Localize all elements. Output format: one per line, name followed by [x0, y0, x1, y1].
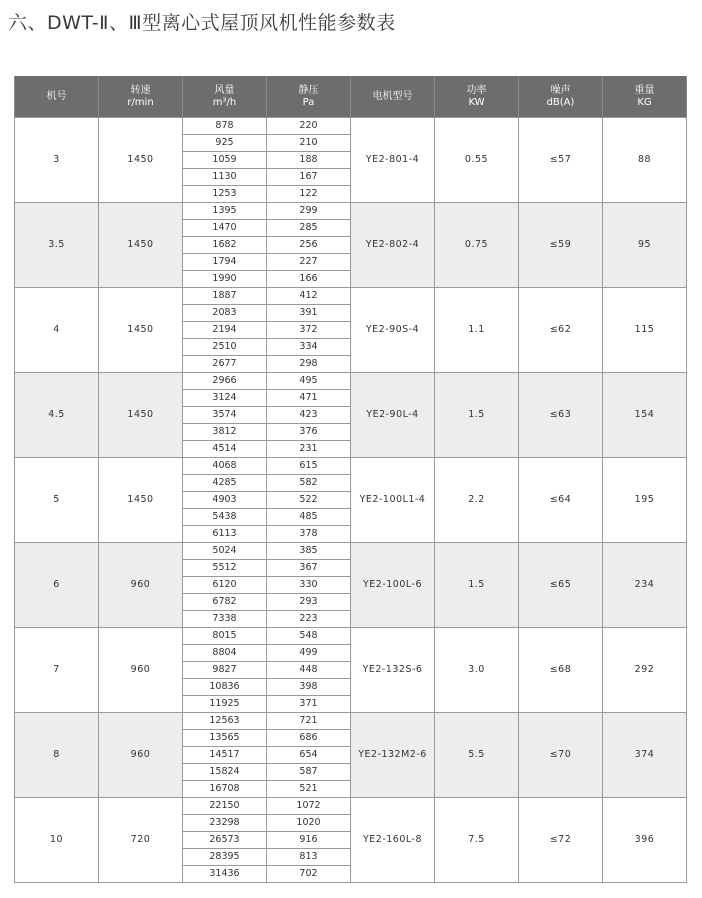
airflow-cell: 925	[183, 135, 267, 152]
airflow-cell: 1794	[183, 254, 267, 271]
power-cell: 0.55	[435, 118, 519, 203]
airflow-cell: 15824	[183, 764, 267, 781]
airflow-cell: 2966	[183, 373, 267, 390]
weight-cell: 292	[603, 628, 687, 713]
fan-group	[15, 288, 687, 373]
pressure-cell: 702	[267, 866, 351, 883]
airflow-cell: 8804	[183, 645, 267, 662]
pressure-cell: 1020	[267, 815, 351, 832]
pressure-cell: 378	[267, 526, 351, 543]
airflow-cell: 1130	[183, 169, 267, 186]
pressure-cell: 654	[267, 747, 351, 764]
power-cell: 1.5	[435, 373, 519, 458]
pressure-cell: 385	[267, 543, 351, 560]
header-label: 电机型号	[372, 90, 413, 102]
weight-cell: 95	[603, 203, 687, 288]
pressure-cell: 188	[267, 152, 351, 169]
airflow-cell: 878	[183, 118, 267, 135]
airflow-cell: 1059	[183, 152, 267, 169]
speed-cell: 720	[99, 798, 183, 883]
header-unit: Pa	[302, 96, 315, 108]
pressure-cell: 227	[267, 254, 351, 271]
pressure-cell: 231	[267, 441, 351, 458]
pressure-cell: 582	[267, 475, 351, 492]
pressure-cell: 587	[267, 764, 351, 781]
model-cell: 6	[15, 543, 99, 628]
pressure-cell: 1072	[267, 798, 351, 815]
weight-cell: 195	[603, 458, 687, 543]
pressure-cell: 372	[267, 322, 351, 339]
airflow-cell: 3124	[183, 390, 267, 407]
speed-cell: 1450	[99, 118, 183, 203]
model-cell: 10	[15, 798, 99, 883]
airflow-cell: 2510	[183, 339, 267, 356]
airflow-cell: 7338	[183, 611, 267, 628]
fan-group	[15, 543, 687, 628]
airflow-cell: 13565	[183, 730, 267, 747]
pressure-cell: 522	[267, 492, 351, 509]
pressure-cell: 813	[267, 849, 351, 866]
header-label: 噪声	[550, 84, 571, 96]
airflow-cell: 10836	[183, 679, 267, 696]
pressure-cell: 166	[267, 271, 351, 288]
pressure-cell: 367	[267, 560, 351, 577]
weight-cell: 234	[603, 543, 687, 628]
header-unit: r/min	[127, 96, 154, 108]
motor-cell: YE2-90L-4	[351, 373, 435, 458]
noise-cell: ≤64	[519, 458, 603, 543]
pressure-cell: 299	[267, 203, 351, 220]
airflow-cell: 23298	[183, 815, 267, 832]
airflow-cell: 1990	[183, 271, 267, 288]
header-label: 机号	[46, 90, 67, 102]
weight-cell: 374	[603, 713, 687, 798]
motor-cell: YE2-132S-6	[351, 628, 435, 713]
header-unit: KW	[468, 96, 485, 108]
airflow-cell: 1395	[183, 203, 267, 220]
power-cell: 0.75	[435, 203, 519, 288]
noise-cell: ≤57	[519, 118, 603, 203]
airflow-cell: 5024	[183, 543, 267, 560]
airflow-cell: 3812	[183, 424, 267, 441]
speed-cell: 960	[99, 543, 183, 628]
pressure-cell: 256	[267, 237, 351, 254]
pressure-cell: 285	[267, 220, 351, 237]
pressure-cell: 686	[267, 730, 351, 747]
header-motor-model	[351, 76, 435, 118]
pressure-cell: 423	[267, 407, 351, 424]
power-cell: 1.5	[435, 543, 519, 628]
airflow-cell: 4903	[183, 492, 267, 509]
pressure-cell: 495	[267, 373, 351, 390]
power-cell: 2.2	[435, 458, 519, 543]
speed-cell: 1450	[99, 203, 183, 288]
pressure-cell: 448	[267, 662, 351, 679]
header-weight	[603, 76, 687, 118]
header-model	[15, 76, 99, 118]
noise-cell: ≤65	[519, 543, 603, 628]
weight-cell: 115	[603, 288, 687, 373]
speed-cell: 1450	[99, 458, 183, 543]
airflow-cell: 22150	[183, 798, 267, 815]
fan-performance-table	[14, 76, 687, 883]
model-cell: 5	[15, 458, 99, 543]
speed-cell: 960	[99, 713, 183, 798]
pressure-cell: 521	[267, 781, 351, 798]
pressure-cell: 398	[267, 679, 351, 696]
pressure-cell: 376	[267, 424, 351, 441]
header-label: 静压	[298, 84, 319, 96]
airflow-cell: 5512	[183, 560, 267, 577]
motor-cell: YE2-90S-4	[351, 288, 435, 373]
model-cell: 7	[15, 628, 99, 713]
pressure-cell: 220	[267, 118, 351, 135]
header-speed	[99, 76, 183, 118]
weight-cell: 88	[603, 118, 687, 203]
motor-cell: YE2-100L-6	[351, 543, 435, 628]
header-label: 功率	[466, 84, 487, 96]
pressure-cell: 223	[267, 611, 351, 628]
airflow-cell: 31436	[183, 866, 267, 883]
speed-cell: 960	[99, 628, 183, 713]
table-row	[15, 543, 687, 560]
airflow-cell: 6120	[183, 577, 267, 594]
header-row	[15, 76, 687, 118]
model-cell: 4.5	[15, 373, 99, 458]
fan-group	[15, 628, 687, 713]
model-cell: 4	[15, 288, 99, 373]
fan-group	[15, 203, 687, 288]
header-static-pressure	[267, 76, 351, 118]
airflow-cell: 9827	[183, 662, 267, 679]
header-label: 转速	[130, 84, 151, 96]
header-label: 风量	[214, 84, 235, 96]
pressure-cell: 471	[267, 390, 351, 407]
header-unit: dB(A)	[546, 96, 575, 108]
airflow-cell: 4285	[183, 475, 267, 492]
airflow-cell: 2194	[183, 322, 267, 339]
header-noise	[519, 76, 603, 118]
airflow-cell: 12563	[183, 713, 267, 730]
pressure-cell: 210	[267, 135, 351, 152]
airflow-cell: 5438	[183, 509, 267, 526]
table-row	[15, 373, 687, 390]
airflow-cell: 1470	[183, 220, 267, 237]
motor-cell: YE2-802-4	[351, 203, 435, 288]
table-row	[15, 628, 687, 645]
fan-group	[15, 713, 687, 798]
pressure-cell: 298	[267, 356, 351, 373]
airflow-cell: 2677	[183, 356, 267, 373]
airflow-cell: 1887	[183, 288, 267, 305]
airflow-cell: 4514	[183, 441, 267, 458]
power-cell: 5.5	[435, 713, 519, 798]
table-row	[15, 713, 687, 730]
header-label: 重量	[634, 84, 655, 96]
pressure-cell: 330	[267, 577, 351, 594]
model-cell: 3.5	[15, 203, 99, 288]
fan-group	[15, 458, 687, 543]
weight-cell: 396	[603, 798, 687, 883]
header-unit: KG	[637, 96, 652, 108]
motor-cell: YE2-801-4	[351, 118, 435, 203]
speed-cell: 1450	[99, 373, 183, 458]
fan-group	[15, 798, 687, 883]
pressure-cell: 499	[267, 645, 351, 662]
model-cell: 3	[15, 118, 99, 203]
pressure-cell: 412	[267, 288, 351, 305]
power-cell: 1.1	[435, 288, 519, 373]
noise-cell: ≤62	[519, 288, 603, 373]
noise-cell: ≤68	[519, 628, 603, 713]
header-unit: m³/h	[212, 96, 237, 108]
motor-cell: YE2-132M2-6	[351, 713, 435, 798]
pressure-cell: 615	[267, 458, 351, 475]
motor-cell: YE2-100L1-4	[351, 458, 435, 543]
motor-cell: YE2-160L-8	[351, 798, 435, 883]
pressure-cell: 485	[267, 509, 351, 526]
pressure-cell: 916	[267, 832, 351, 849]
table-header	[15, 76, 687, 118]
airflow-cell: 16708	[183, 781, 267, 798]
airflow-cell: 6782	[183, 594, 267, 611]
table-row	[15, 288, 687, 305]
airflow-cell: 4068	[183, 458, 267, 475]
power-cell: 7.5	[435, 798, 519, 883]
airflow-cell: 26573	[183, 832, 267, 849]
fan-group	[15, 118, 687, 203]
noise-cell: ≤63	[519, 373, 603, 458]
fan-group	[15, 373, 687, 458]
airflow-cell: 3574	[183, 407, 267, 424]
noise-cell: ≤70	[519, 713, 603, 798]
weight-cell: 154	[603, 373, 687, 458]
pressure-cell: 391	[267, 305, 351, 322]
table-row	[15, 458, 687, 475]
pressure-cell: 293	[267, 594, 351, 611]
airflow-cell: 2083	[183, 305, 267, 322]
noise-cell: ≤72	[519, 798, 603, 883]
speed-cell: 1450	[99, 288, 183, 373]
header-airflow	[183, 76, 267, 118]
airflow-cell: 8015	[183, 628, 267, 645]
pressure-cell: 721	[267, 713, 351, 730]
pressure-cell: 334	[267, 339, 351, 356]
model-cell: 8	[15, 713, 99, 798]
pressure-cell: 122	[267, 186, 351, 203]
table-row	[15, 798, 687, 815]
pressure-cell: 548	[267, 628, 351, 645]
airflow-cell: 6113	[183, 526, 267, 543]
page-title: 六、DWT-Ⅱ、Ⅲ型离心式屋顶风机性能参数表	[8, 12, 396, 34]
power-cell: 3.0	[435, 628, 519, 713]
airflow-cell: 1253	[183, 186, 267, 203]
pressure-cell: 371	[267, 696, 351, 713]
airflow-cell: 14517	[183, 747, 267, 764]
airflow-cell: 1682	[183, 237, 267, 254]
pressure-cell: 167	[267, 169, 351, 186]
table-row	[15, 203, 687, 220]
noise-cell: ≤59	[519, 203, 603, 288]
table-row	[15, 118, 687, 135]
airflow-cell: 28395	[183, 849, 267, 866]
header-power	[435, 76, 519, 118]
airflow-cell: 11925	[183, 696, 267, 713]
